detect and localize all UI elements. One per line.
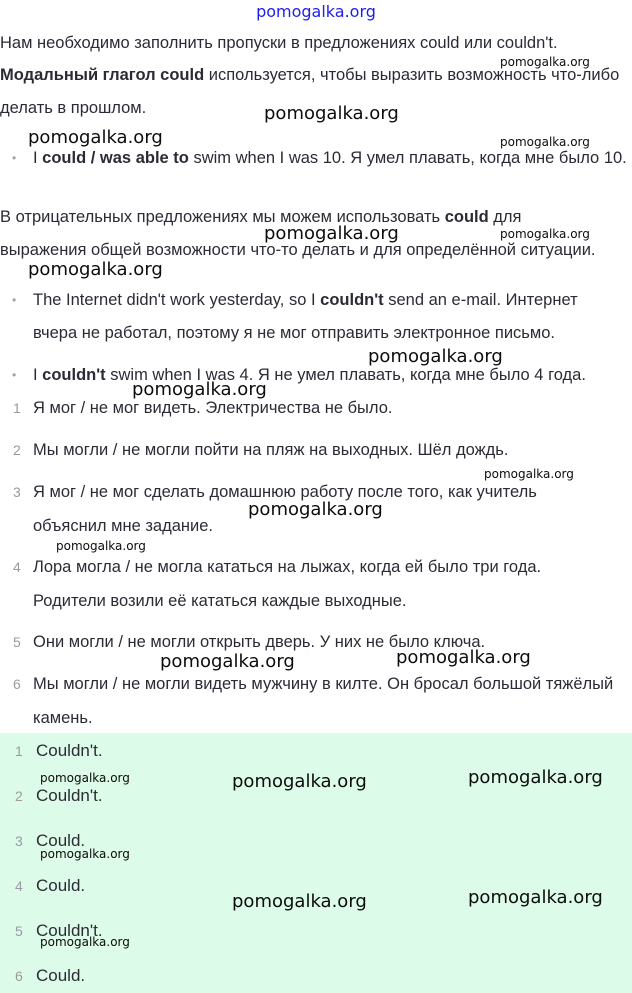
intro-bold: Модальный глагол could [0,66,205,84]
item-text: Лора могла / не могла кататься на лыжах, когда ей было три года. Родители возили её кататься каждые выходные. [33,558,542,610]
watermark: pomogalka.org [396,647,531,668]
answer-text: Couldn't. [36,741,103,760]
answer-text: Could. [36,831,86,850]
exercise-item [0,667,632,735]
exercise-item [0,550,632,618]
watermark: pomogalka.org [40,935,130,949]
watermark: pomogalka.org [368,346,503,367]
bullet-dot: • [12,293,17,307]
item-number: 5 [13,634,21,650]
watermark: pomogalka.org [500,55,590,69]
watermark: pomogalka.org [500,227,590,241]
answer-number: 5 [15,923,23,939]
answer-text: Could. [36,876,86,895]
answer-text: Couldn't. [36,921,103,940]
example-text: I couldn't swim when I was 4. Я не умел плавать, когда мне было 4 года. [33,366,586,384]
intro-line-2-rest: используется, чтобы выразить возможность что-либо [204,66,620,84]
item-text: Я мог / не мог видеть. Электричества не было. [33,399,393,417]
item-text: Они могли / не могли открыть дверь. У них не было ключа. [33,633,486,651]
watermark: pomogalka.org [232,771,367,792]
item-number: 2 [13,442,21,458]
intro-line-1: Нам необходимо заполнить пропуски в предложениях could или couldn't. [0,34,558,52]
answer-number: 3 [15,833,23,849]
watermark: pomogalka.org [40,847,130,861]
watermark: pomogalka.org [264,223,399,244]
answer-text: Could. [36,966,86,985]
watermark: pomogalka.org [40,771,130,785]
example-text: The Internet didn't work yesterday, so I couldn't send an e-mail. Интернет вчера не работал, поэтому я не мог отправить электронное письмо. [33,291,578,342]
intro-line-3: делать в прошлом. [0,99,147,117]
watermark: pomogalka.org [132,379,267,400]
answer-number: 4 [15,878,23,894]
negative-line-1: В отрицательных предложениях мы можем использовать could для [0,208,522,226]
answer-number: 2 [15,788,23,804]
bullet-dot: • [12,151,17,165]
item-number: 6 [13,676,21,692]
item-number: 4 [13,559,21,575]
watermark: pomogalka.org [468,767,603,788]
answer-number: 6 [15,968,23,984]
watermark: pomogalka.org [500,135,590,149]
item-text: Я мог / не мог сделать домашнюю работу после того, как учитель объяснил мне задание. [33,483,537,535]
watermark: pomogalka.org [28,127,163,148]
item-number: 3 [13,484,21,500]
watermark: pomogalka.org [56,539,146,553]
answer-number: 1 [15,743,23,759]
example-text: I could / was able to swim when I was 10. Я умел плавать, когда мне было 10. [33,149,627,167]
item-number: 1 [13,400,21,416]
watermark: pomogalka.org [248,499,383,520]
watermark: pomogalka.org [484,467,574,481]
watermark: pomogalka.org [160,651,295,672]
watermark: pomogalka.org [264,103,399,124]
answer-text: Couldn't. [36,786,103,805]
negative-line-2: выражения общей возможности что-то делать и для определённой ситуации. [0,241,596,259]
example-bullet-2 [0,284,632,350]
item-text: Мы могли / не могли пойти на пляж на выходных. Шёл дождь. [33,441,509,459]
watermark: pomogalka.org [28,259,163,280]
site-header-watermark: pomogalka.org [256,2,376,21]
watermark: pomogalka.org [232,891,367,912]
watermark: pomogalka.org [468,887,603,908]
bullet-dot: • [12,368,17,382]
item-text: Мы могли / не могли видеть мужчину в килте. Он бросал большой тяжёлый камень. [33,675,614,727]
